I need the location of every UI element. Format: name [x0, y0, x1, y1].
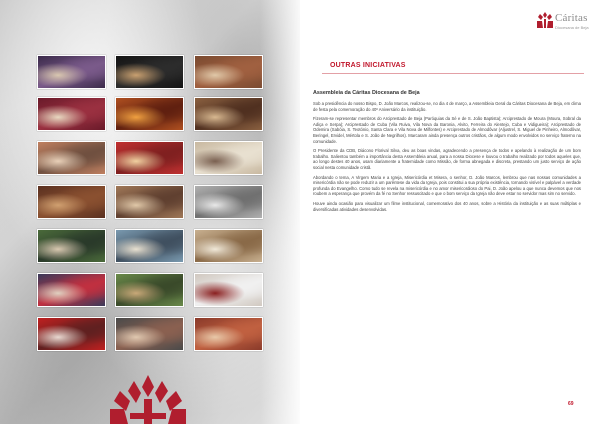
photo-choir-group: [115, 317, 184, 351]
photo-gathering: [115, 185, 184, 219]
photo-dinner-hall: [115, 97, 184, 131]
caritas-cross-logo: [110, 375, 186, 424]
photo-ceremony: [37, 273, 106, 307]
photo-outdoor-group: [115, 229, 184, 263]
article-heading: Assembleia da Cáritas Diocesana de Beja: [313, 90, 420, 96]
photo-musicians: [194, 141, 263, 175]
right-page: [300, 0, 600, 424]
brand-subtitle: Diocesana de Beja: [555, 25, 589, 30]
article: [313, 90, 581, 216]
photo-banquet: [37, 185, 106, 219]
caritas-brand: [536, 8, 598, 38]
article-paragraph: Houve ainda ocasião para visualizar um filme institucional, comemorativo dos 40 anos, sobre a História da instituição e as suas múltiplas e diversificadas atividades desenvolvidas.: [313, 200, 581, 212]
page-number: 69: [568, 401, 574, 407]
photo-conference: [194, 273, 263, 307]
photo-group-photo: [37, 229, 106, 263]
photo-women-group: [194, 317, 263, 351]
article-paragraph: Fizeram-se representar membros do Arciprestado de Beja (Paróquias da Sé e de S. João Baptista); Arciprestado de Moura (Moura, Sobral da Adiça e Serpa); Arciprestado de Cuba (Vila Ruiva, Vila Nova da Baronia, Alvito, Ferreira do Alentejo, Cuba e Vidigueira); Arciprestado de Odemira (Sabóia, S. Teotónio, Santa Clara e Vila Nova de Milfontes) e Arciprestado de Almodôvar (Aljustrel, S. Miguel de Pinheiro, Almodôvar, Beringel, Ervidel, Mértola e S. João de Negrilhos). Marcaram ainda presença outros cristãos, de algum modo envolvidos no serviço fraterno na comunidade.: [313, 116, 581, 144]
brand-name: Cáritas: [555, 12, 588, 24]
article-paragraph: O Presidente da CDB, Diácono Florival Silva, deu as boas vindas, agradecendo a presença de todos e apelando à realização de um bom trabalho. Salientou também a importância desta Assembleia anual, para a nossa Diocese e louvou o trabalho realizado por todos aqueles que, ao longo destes 40 anos, usam diariamente a fraternidade como Missão, de forma abnegada e discreta, prestando um justo serviço de ação social nesta comunidade cristã.: [313, 148, 581, 170]
article-paragraph: Abordando o tema, A Virgem Maria e a Igreja, Misericórdia et Misera, o senhor, D. João Marcos, lembrou que nas nossas comunidades a misericórdia não se pode reduzir a um parêntese da vida da Igreja, pois constitui a sua própria existência, tornando visível e palpável a verdade profunda do Evangelho. Como tudo se revela na misericórdia e no amor misericordioso do Pai, D. João apelou a que nunca devemos que nos roubem a esperança que provém da fé no Senhor ressuscitado e que o bom serviço da Igreja não deve estar no servidor mas sim no servido.: [313, 174, 581, 197]
article-paragraph: Sob a presidência do nosso Bispo, D. João Marcos, realizou-se, no dia 4 de março, a Assembleia Geral da Cáritas Diocesana de Beja, em clima de festa pela comemoração do 40º Aniversário da instituição.: [313, 101, 581, 112]
photo-arched-room: [194, 229, 263, 263]
photo-meeting-table: [194, 55, 263, 89]
photo-team-red: [37, 317, 106, 351]
photo-group-night: [115, 55, 184, 89]
photo-portrait-man: [37, 141, 106, 175]
section-divider: [322, 73, 584, 74]
photo-classroom: [194, 185, 263, 219]
photo-crowd-dining: [37, 97, 106, 131]
photo-audience: [194, 97, 263, 131]
caritas-cross-icon: [537, 12, 553, 28]
photo-celebration-group: [115, 141, 184, 175]
section-title: OUTRAS INICIATIVAS: [330, 62, 406, 69]
photo-priest-celebration: [37, 55, 106, 89]
photo-planting-tree: [115, 273, 184, 307]
